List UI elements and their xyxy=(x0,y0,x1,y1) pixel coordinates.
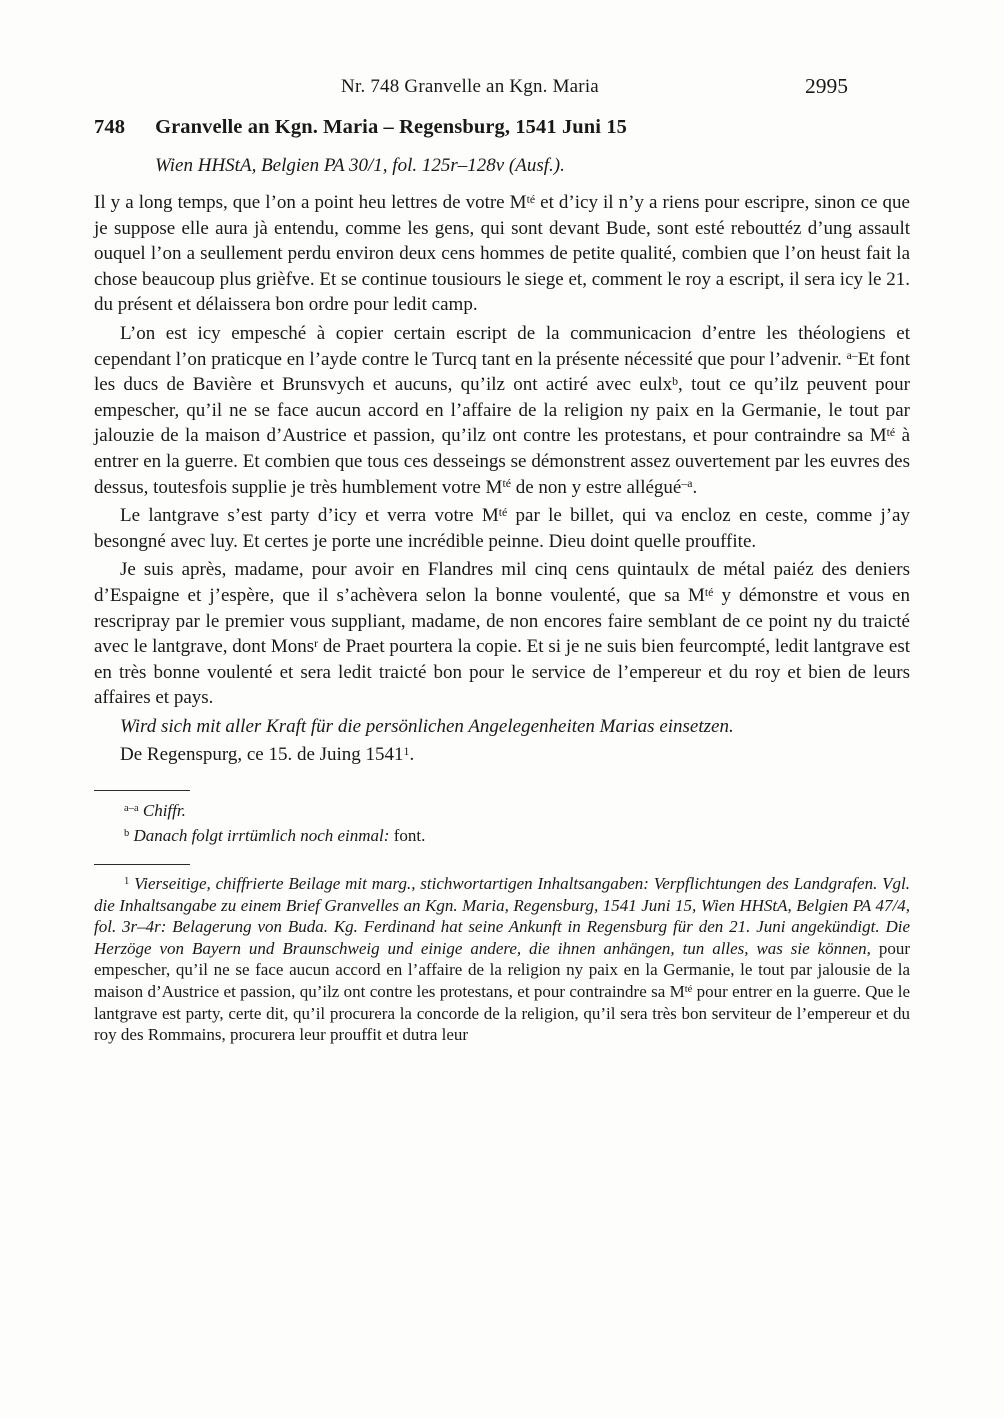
text-run: y démonstre et vous en rescripray par le premier vous suppliant, madame, de non encores faire semblant de ce point ny du traicté avec le lantgrave, dont Mons xyxy=(94,584,910,658)
superscript-marker: b xyxy=(672,374,679,388)
text-run: Le lantgrave s’est party d’icy et verra votre M xyxy=(120,505,499,527)
text-run: Et font les ducs de Bavière et Brunsvych et aucuns, qu’ilz ont actiré avec eulx xyxy=(94,348,910,396)
superscript-marker: té xyxy=(498,505,508,519)
text-run: De Regenspurg, ce 15. de Juing 1541 xyxy=(120,744,404,766)
text-run: Il y a long temps, que l’on a point heu lettres de votre M xyxy=(94,192,527,213)
letter-footnote xyxy=(94,799,910,824)
letter-paragraph xyxy=(94,321,910,500)
archival-source: Wien HHStA, Belgien PA 30/1, fol. 125r–128v (Ausf.). xyxy=(155,155,565,176)
footnote-separator-2 xyxy=(94,864,190,865)
text-run: pour empescher, qu’il ne se face aucun accord en l’affaire de la religion ny paix en la Germanie, le tout par jalousie de la maison d’Austrice et passion, qu’ilz ont contre les protestans, et pour contraindre sa M xyxy=(94,938,910,1002)
text-run: de non y estre allégué xyxy=(510,476,682,498)
text-run: Chiffr. xyxy=(142,801,186,821)
superscript-marker: a– xyxy=(846,349,858,363)
superscript-marker: té xyxy=(526,192,536,206)
entry-heading xyxy=(94,116,910,139)
superscript-marker: –a xyxy=(681,477,693,491)
text-run: pour entrer en la guerre. Que le lantgrave est party, certe dit, qu’il procurera la concorde de la religion, qu’il sera très bon serviteur de l’empereur et du roy des Rommains, procurera leur prouffit et dutra leur xyxy=(94,982,910,1045)
page-number: 2995 xyxy=(805,74,848,98)
letter-paragraph xyxy=(94,503,910,554)
superscript-marker: a–a xyxy=(124,803,139,815)
superscript-marker: té xyxy=(502,477,511,491)
letter-footnotes xyxy=(94,799,910,848)
letter-paragraph xyxy=(94,742,910,768)
superscript-marker: 1 xyxy=(403,745,410,759)
numbered-footnotes xyxy=(94,873,910,1046)
letter-paragraph xyxy=(94,190,910,318)
letter-paragraph xyxy=(94,714,910,740)
entry-number: 748 xyxy=(94,116,126,138)
text-run: L’on est icy empesché à copier certain escript de la communicacion d’entre les théologiens et cependant l’on praticque en l’ayde contre le Turcq tant en la présente nécessité que pour l’advenir. xyxy=(94,322,910,370)
superscript-marker: té xyxy=(704,585,714,599)
text-run: Je suis après, madame, pour avoir en Flandres mil cinq cens quintaulx de métal paiéz des deniers d’Espaigne et j’espère, que il s’achèvera selon la bonne voulenté, que sa M xyxy=(94,559,910,606)
running-header xyxy=(94,76,910,106)
superscript-marker: r xyxy=(314,636,319,650)
superscript-marker: b xyxy=(124,827,130,839)
text-run: de Praet pourtera la copie. Et si je ne suis bien feurcompté, ledit lantgrave est en très bonne voulenté et sera ledit traicté bon pour le service de l’empereur et du roy et bien de leurs affaires et pays. xyxy=(94,636,911,709)
numbered-footnote xyxy=(94,873,910,1046)
text-run: Wird sich mit aller Kraft für die persönlichen Angelegenheiten Marias einsetzen. xyxy=(120,715,734,737)
letter-body xyxy=(94,190,910,768)
text-run: . xyxy=(409,744,415,766)
entry-title: Granvelle an Kgn. Maria – Regensburg, 1541 Juni 15 xyxy=(155,116,628,138)
letter-footnote xyxy=(94,824,910,849)
text-run: par le billet, qui va encloz en ceste, comme j’ay besongné avec luy. Et certes je porte une incrédible peinne. Dieu doint quelle prouffite. xyxy=(94,505,910,552)
superscript-marker: té xyxy=(684,984,693,996)
letter-paragraph xyxy=(94,557,910,711)
text-run: font. xyxy=(389,825,426,845)
superscript-marker: té xyxy=(886,426,896,440)
text-run: . xyxy=(692,476,698,498)
text-run: , tout ce qu’ilz peuvent pour empescher, qu’il ne se face aucun accord en l’affaire de la religion ny paix en la Germanie, le tout par jalouzie de la maison d’Austrice et passion, qu’ilz ont contre les protestans, et pour contraindre sa M xyxy=(94,374,911,447)
superscript-marker: 1 xyxy=(124,876,130,888)
text-run: Danach folgt irrtümlich noch einmal: xyxy=(133,825,390,845)
text-run: Vierseitige, chiffrierte Beilage mit marg., stichwortartigen Inhaltsangaben: Verpflichtungen des Landgrafen. Vgl. die Inhaltsangabe zu einem Brief Granvelles an Kgn. Maria, Regensburg, 1541 Juni 15, Wien HHStA, Belgien PA 47/4, fol. 3r–4r: Belagerung von Buda. Kg. Ferdinand hat seine Ankunft in Regensburg für den 21. Juni angekündigt. Die Herzöge von Bayern und Braunschweig und einige andere, die ihnen anhängen, tun alles, was sie können, xyxy=(94,874,911,958)
text-run: et d’icy il n’y a riens pour escripre, sinon ce que je suppose elle aura jà entendu, comme les gens, qui sont devant Bude, sont esté rebouttéz d’ung assault ouquel l’on a seullement perdu environ deux cens hommes de petite qualité, combien que l’on heust fait la chose beaucoup plus grièfve. Et se continue tousiours le siege et, comment le roy a escript, il sera icy le 21. du présent et délaissera bon ordre pour ledit camp. xyxy=(94,192,910,316)
running-header-title: Nr. 748 Granvelle an Kgn. Maria xyxy=(341,76,599,97)
text-run: à entrer en la guerre. Et combien que tous ces desseings se démonstrent assez ouvertement par les euvres des dessus, toutesfois supplie je très humblement votre M xyxy=(94,425,910,498)
footnote-separator xyxy=(94,790,190,791)
